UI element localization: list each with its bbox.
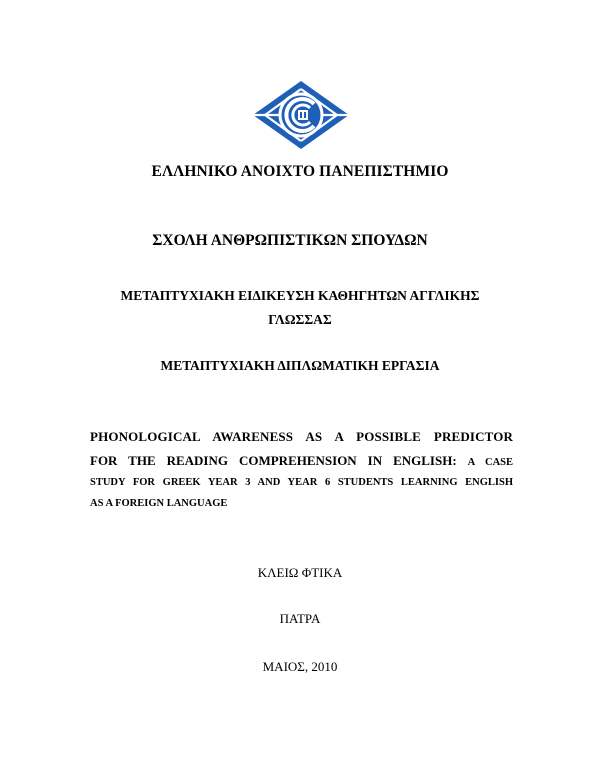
university-name: ΕΛΛΗΝΙΚΟ ΑΝΟΙΧΤΟ ΠΑΝΕΠΙΣΤΗΜΙΟ [151, 163, 449, 180]
thesis-title-line-2 [90, 453, 513, 469]
thesis-type: ΜΕΤΑΠΤΥΧΙΑΚΗ ΔΙΠΛΩΜΑΤΙΚΗ ΕΡΓΑΣΙΑ [160, 358, 440, 373]
submission-date: ΜΑΙΟΣ, 2010 [262, 659, 338, 674]
school-name: ΣΧΟΛΗ ΑΝΘΡΩΠΙΣΤΙΚΩΝ ΣΠΟΥΔΩΝ [152, 232, 428, 249]
program-title-line-2: ΓΛΩΣΣΑΣ [268, 312, 332, 327]
author-name: ΚΛΕΙΩ ΦΤΙΚΑ [257, 565, 343, 580]
program-title-line-1: ΜΕΤΑΠΤΥΧΙΑΚΗ ΕΙΔΙΚΕΥΣΗ ΚΑΘΗΓΗΤΩΝ ΑΓΓΛΙΚΗΣ [120, 288, 480, 303]
university-logo-icon [252, 80, 350, 150]
thesis-title-line-2-main: FOR THE READING COMPREHENSION IN ENGLISH: [90, 453, 457, 468]
thesis-title-line-2-sub: A CASE [467, 457, 514, 468]
thesis-title-line-4: AS A FOREIGN LANGUAGE [90, 498, 228, 509]
city-name: ΠΑΤΡΑ [279, 611, 321, 626]
thesis-title-line-1: PHONOLOGICAL AWARENESS AS A POSSIBLE PREDICTOR [90, 429, 513, 444]
thesis-title-line-3: STUDY FOR GREEK YEAR 3 AND YEAR 6 STUDENTS LEARNING ENGLISH [90, 477, 513, 488]
